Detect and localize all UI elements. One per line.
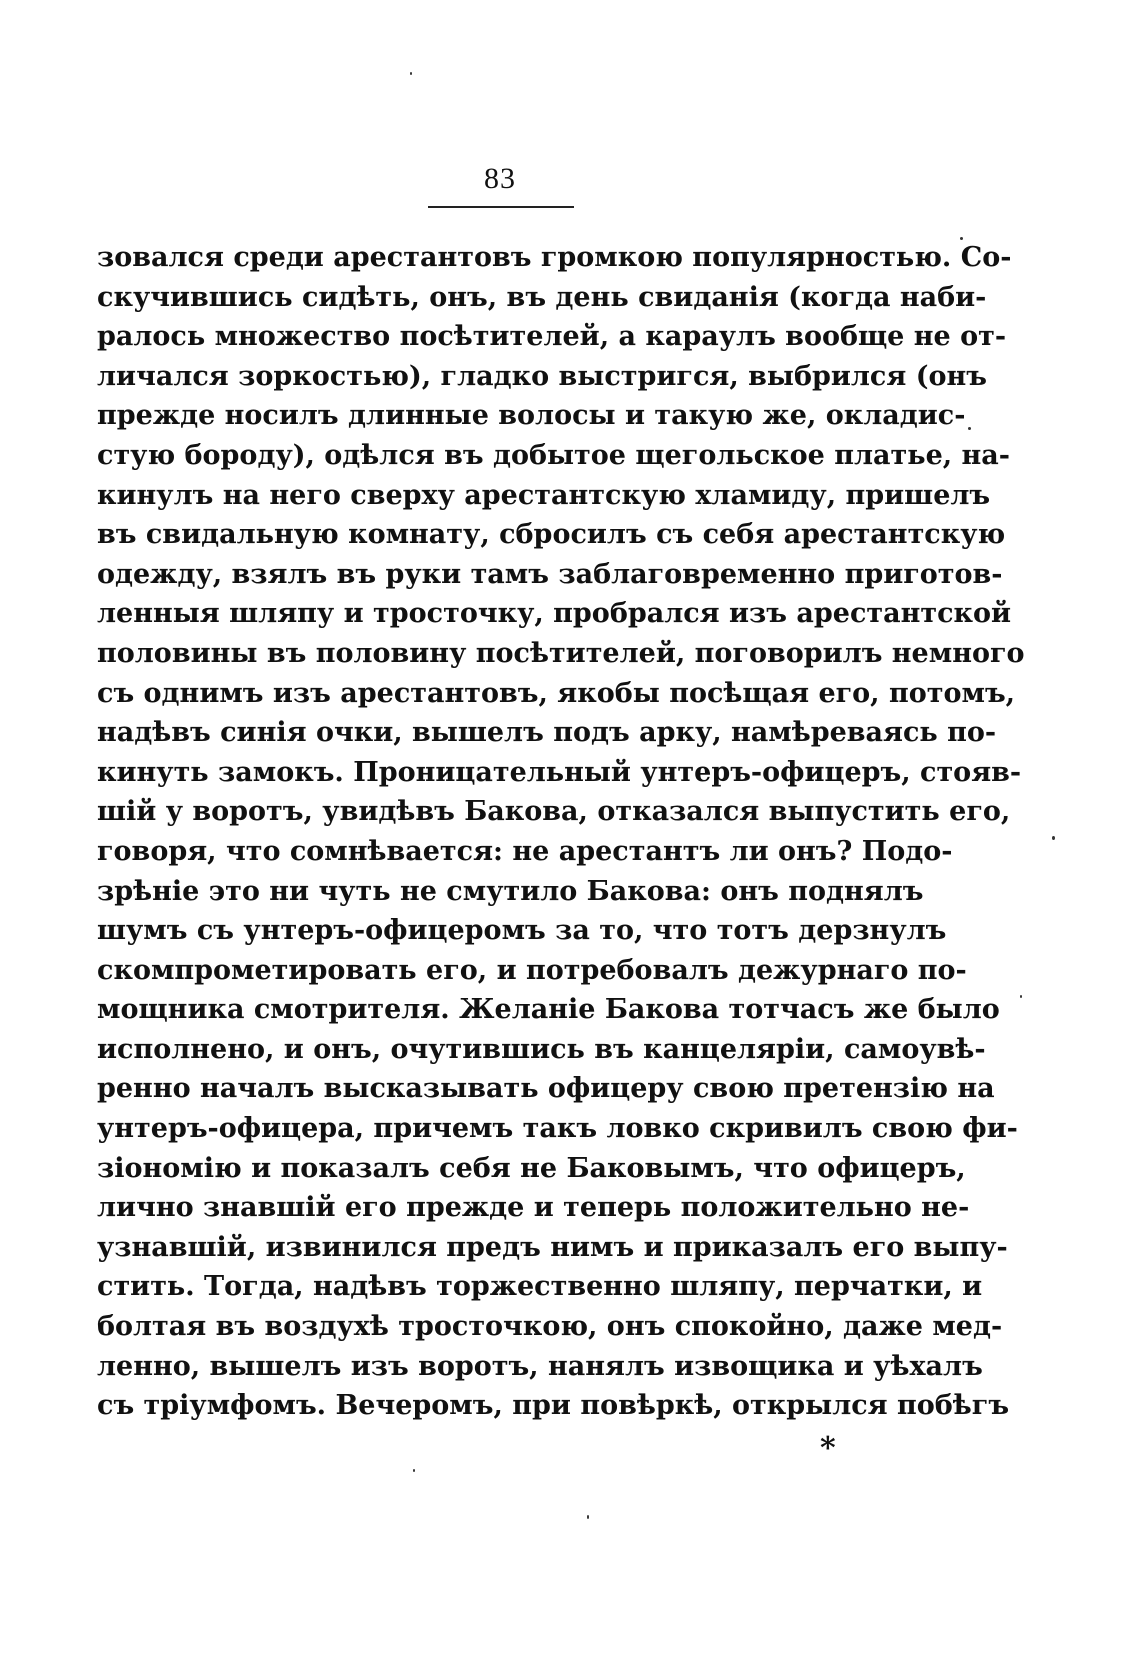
text-line: съ однимъ изъ арестантовъ, якобы посѣщая его, потомъ, [97,677,1016,709]
text-line: кинуть замокъ. Проницательный унтеръ-офицеръ, стояв- [97,756,1022,788]
text-line: скучившись сидѣть, онъ, въ день свиданія (когда наби- [97,281,987,313]
text-line: шій у воротъ, увидѣвъ Бакова, отказался выпустить его, [97,796,1011,828]
scan-speck [968,427,971,430]
scan-speck [587,1515,589,1519]
text-line: надѣвъ синія очки, вышелъ подъ арку, намѣреваясь по- [97,717,997,749]
text-line: прежде носилъ длинные волосы и такую же, окладис- [97,400,966,432]
text-line: болтая въ воздухѣ тросточкою, онъ спокойно, даже мед- [97,1311,1003,1343]
text-line: лично знавшій его прежде и теперь положительно не- [97,1192,970,1224]
text-line: личался зоркостью), гладко выстригся, выбрился (онъ [97,360,987,392]
text-line: ленно, вышелъ изъ воротъ, нанялъ извощика и уѣхалъ [97,1350,983,1382]
text-line: половины въ половину посѣтителей, поговорилъ немного [97,637,1025,669]
text-line: кинулъ на него сверху арестантскую хламиду, пришелъ [97,479,991,511]
text-line: одежду, взялъ въ руки тамъ заблаговременно приготов- [97,558,1003,590]
scan-speck [410,72,412,75]
text-line: зіономію и показалъ себя не Баковымъ, что офицеръ, [97,1152,966,1184]
text-line: скомпрометировать его, и потребовалъ дежурнаго по- [97,954,967,986]
text-line: узнавшій, извинился предъ нимъ и приказалъ его выпу- [97,1231,1008,1263]
text-line: зрѣніе это ни чуть не смутило Бакова: онъ поднялъ [97,875,924,907]
text-line: ренно началъ высказывать офицеру свою претензію на [97,1073,995,1105]
text-line: исполнено, и онъ, очутившись въ канцеляріи, самоувѣ- [97,1033,986,1065]
text-line: ралось множество посѣтителей, а караулъ вообще не от- [97,321,1007,353]
text-line: въ свидальную комнату, сбросилъ съ себя арестантскую [97,519,1006,551]
text-line: стить. Тогда, надѣвъ торжественно шляпу, перчатки, и [97,1271,983,1303]
text-line: ленныя шляпу и тросточку, пробрался изъ арестантской [97,598,1012,630]
body-text [97,238,1025,1426]
scan-speck [413,1469,415,1472]
signature-mark: * [820,1431,836,1466]
text-line: стую бороду), одѣлся въ добытое щегольское платье, на- [97,439,1011,471]
text-line: зовался среди арестантовъ громкою популярностью. Со- [97,242,1012,273]
page-number: 83 [484,162,516,195]
text-line: мощника смотрителя. Желаніе Бакова тотчасъ же было [97,994,1000,1026]
scan-speck [1052,836,1055,840]
scan-speck [1020,995,1022,998]
text-line: шумъ съ унтеръ-офицеромъ за то, что тотъ дерзнулъ [97,915,947,947]
text-line: съ тріумфомъ. Вечеромъ, при повѣркѣ, открылся побѣгъ [97,1390,1010,1422]
scan-speck [960,237,963,240]
text-line: унтеръ-офицера, причемъ такъ ловко скривилъ свою фи- [97,1113,1018,1145]
header-rule [428,206,574,208]
text-line: говоря, что сомнѣвается: не арестантъ ли онъ? Подо- [97,835,953,867]
